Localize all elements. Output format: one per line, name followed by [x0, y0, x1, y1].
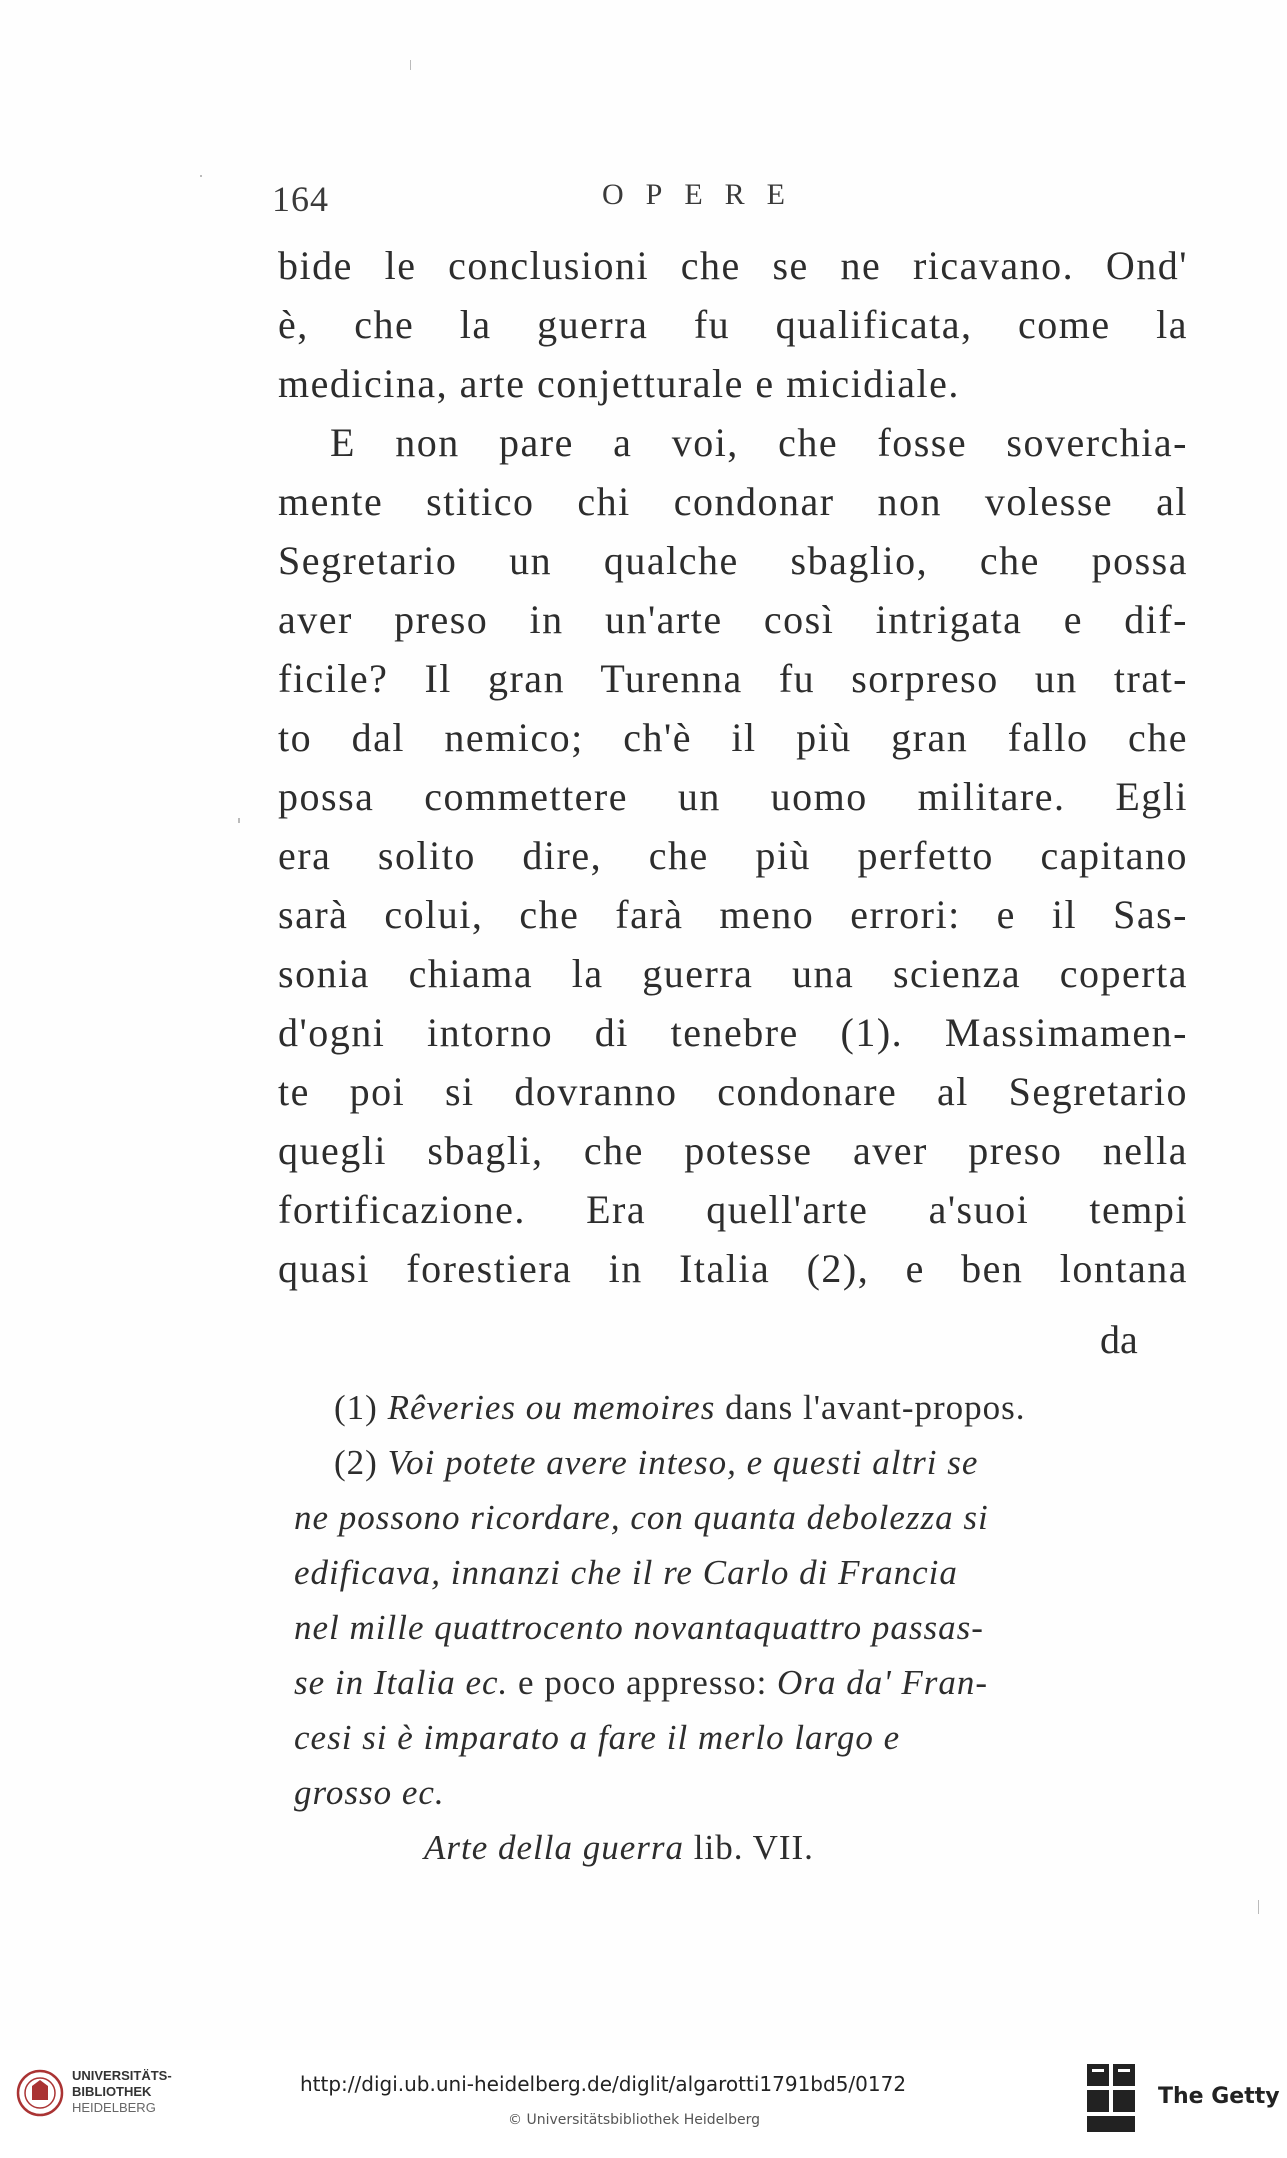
footnote-marker: (1) [334, 1388, 378, 1427]
footnote-line: ne possono ricordare, con quanta debolezza si [294, 1498, 989, 1537]
running-head: OPERE [602, 178, 808, 211]
footnote-line: cesi si è imparato a fare il merlo largo e [294, 1718, 901, 1757]
copyright-text: © Universitätsbibliothek Heidelberg [508, 2112, 761, 2128]
text-line: medicina, arte conjetturale e micidiale. [278, 361, 960, 406]
main-text [278, 236, 1188, 1298]
footnote-text: dans l'avant-propos. [725, 1388, 1026, 1427]
text-line: E non pare a voi, che fosse soverchia- [330, 420, 1188, 465]
footnote-text: Voi potete avere inteso, e questi altri se [387, 1443, 979, 1482]
text-line: ficile? Il gran Turenna fu sorpreso un trat- [278, 656, 1188, 701]
footnote-line: grosso ec. [294, 1773, 445, 1812]
footnote-text: se in Italia ec. [294, 1663, 509, 1702]
page-header [272, 178, 1192, 238]
text-line: bide le conclusioni che se ne ricavano. Ond' [278, 243, 1188, 288]
institution-name: UNIVERSITÄTS- BIBLIOTHEK HEIDELBERG [72, 2068, 172, 2115]
text-line: quegli sbagli, che potesse aver preso nella [278, 1128, 1188, 1173]
catchword: da [1100, 1317, 1138, 1362]
text-line: era solito dire, che più perfetto capitano [278, 833, 1188, 878]
footnote-title: Rêveries ou memoires [387, 1388, 716, 1427]
paper-speck [238, 818, 240, 823]
footnote-line: nel mille quattrocento novantaquattro passas- [294, 1608, 984, 1647]
text-line: sarà colui, che farà meno errori: e il Sas- [278, 892, 1188, 937]
text-line: Segretario un qualche sbaglio, che possa [278, 538, 1188, 583]
university-seal-icon [16, 2068, 64, 2118]
paper-speck [1258, 1900, 1259, 1914]
paper-speck [410, 60, 411, 70]
text-line: te poi si dovranno condonare al Segretario [278, 1069, 1188, 1114]
footnote-source [294, 1820, 1194, 1875]
text-line: fortificazione. Era quell'arte a'suoi tempi [278, 1187, 1188, 1232]
footnote-2 [294, 1435, 1194, 1490]
footnote-1 [294, 1380, 1194, 1435]
text-line: è, che la guerra fu qualificata, come la [278, 302, 1188, 347]
text-line: to dal nemico; ch'è il più gran fallo che [278, 715, 1188, 760]
footnote-text: e poco appresso: [518, 1663, 768, 1702]
source-book: lib. VII. [693, 1828, 814, 1867]
footnote-line: edificava, innanzi che il re Carlo di Francia [294, 1553, 958, 1592]
text-line: sonia chiama la guerra una scienza coperta [278, 951, 1188, 996]
footer-bar [0, 2060, 1287, 2158]
source-url-link[interactable]: http://digi.ub.uni-heidelberg.de/diglit/algarotti1791bd5/0172 [300, 2072, 907, 2096]
text-line: possa commettere un uomo militare. Egli [278, 774, 1188, 819]
page-number: 164 [272, 179, 329, 219]
text-line: d'ogni intorno di tenebre (1). Massimamen- [278, 1010, 1188, 1055]
footnote-marker: (2) [334, 1443, 378, 1482]
text-line: aver preso in un'arte così intrigata e dif- [278, 597, 1188, 642]
footnote-text: Ora da' Fran- [777, 1663, 989, 1702]
getty-logo-icon [1085, 2062, 1137, 2136]
getty-name: The Getty [1158, 2084, 1280, 2109]
text-line: quasi forestiera in Italia (2), e ben lontana [278, 1246, 1188, 1291]
paper-speck [200, 175, 202, 177]
footnote-line [294, 1655, 1194, 1710]
footnotes [294, 1380, 1194, 1875]
source-title: Arte della guerra [424, 1828, 685, 1867]
text-line: mente stitico chi condonar non volesse al [278, 479, 1188, 524]
